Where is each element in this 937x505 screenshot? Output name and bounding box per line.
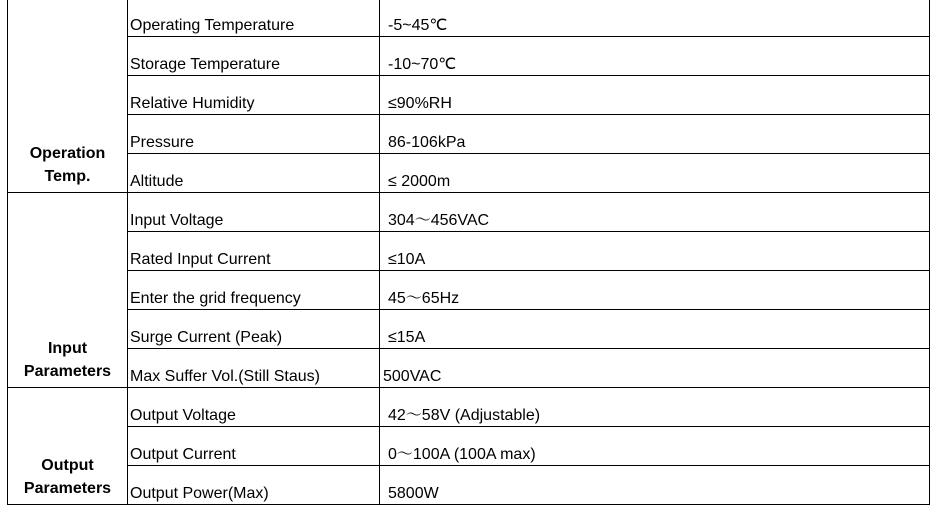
param-value: 304～456VAC <box>380 193 930 232</box>
group-label-operation-temp <box>8 0 128 193</box>
param-name: Operating Temperature <box>128 0 380 37</box>
table-row <box>8 37 930 76</box>
param-value: 500VAC <box>380 349 930 388</box>
param-name: Max Suffer Vol.(Still Staus) <box>128 349 380 388</box>
table-row <box>8 76 930 115</box>
group-label-line: Output <box>41 457 94 474</box>
table-row <box>8 154 930 193</box>
param-name: Enter the grid frequency <box>128 271 380 310</box>
param-value: -10~70℃ <box>380 37 930 76</box>
table-row <box>8 271 930 310</box>
group-label-output-parameters <box>8 388 128 505</box>
group-label-line: Input <box>47 340 88 357</box>
group-label-line: Parameters <box>23 363 112 380</box>
param-name: Output Current <box>128 427 380 466</box>
table-row <box>8 310 930 349</box>
param-name: Pressure <box>128 115 380 154</box>
param-name: Relative Humidity <box>128 76 380 115</box>
param-value: ≤ 2000m <box>380 154 930 193</box>
table-row <box>8 349 930 388</box>
group-label-line: Temp. <box>44 168 91 185</box>
param-name: Rated Input Current <box>128 232 380 271</box>
param-name: Input Voltage <box>128 193 380 232</box>
table-row <box>8 193 930 232</box>
group-label-line: Parameters <box>23 480 112 497</box>
param-name: Storage Temperature <box>128 37 380 76</box>
param-value: ≤90%RH <box>380 76 930 115</box>
table-row <box>8 466 930 505</box>
spec-table <box>7 0 930 505</box>
group-label-input-parameters <box>8 193 128 388</box>
param-value: ≤10A <box>380 232 930 271</box>
param-name: Altitude <box>128 154 380 193</box>
param-value: 45～65Hz <box>380 271 930 310</box>
table-row <box>8 232 930 271</box>
table-row <box>8 388 930 427</box>
table-row <box>8 0 930 37</box>
param-value: ≤15A <box>380 310 930 349</box>
param-value: 86-106kPa <box>380 115 930 154</box>
param-name: Output Power(Max) <box>128 466 380 505</box>
table-row <box>8 427 930 466</box>
param-value: 42～58V (Adjustable) <box>380 388 930 427</box>
param-value: 0～100A (100A max) <box>380 427 930 466</box>
group-label-line: Operation <box>29 145 106 162</box>
param-name: Surge Current (Peak) <box>128 310 380 349</box>
param-value: 5800W <box>380 466 930 505</box>
table-row <box>8 115 930 154</box>
param-value: -5~45℃ <box>380 0 930 37</box>
param-name: Output Voltage <box>128 388 380 427</box>
